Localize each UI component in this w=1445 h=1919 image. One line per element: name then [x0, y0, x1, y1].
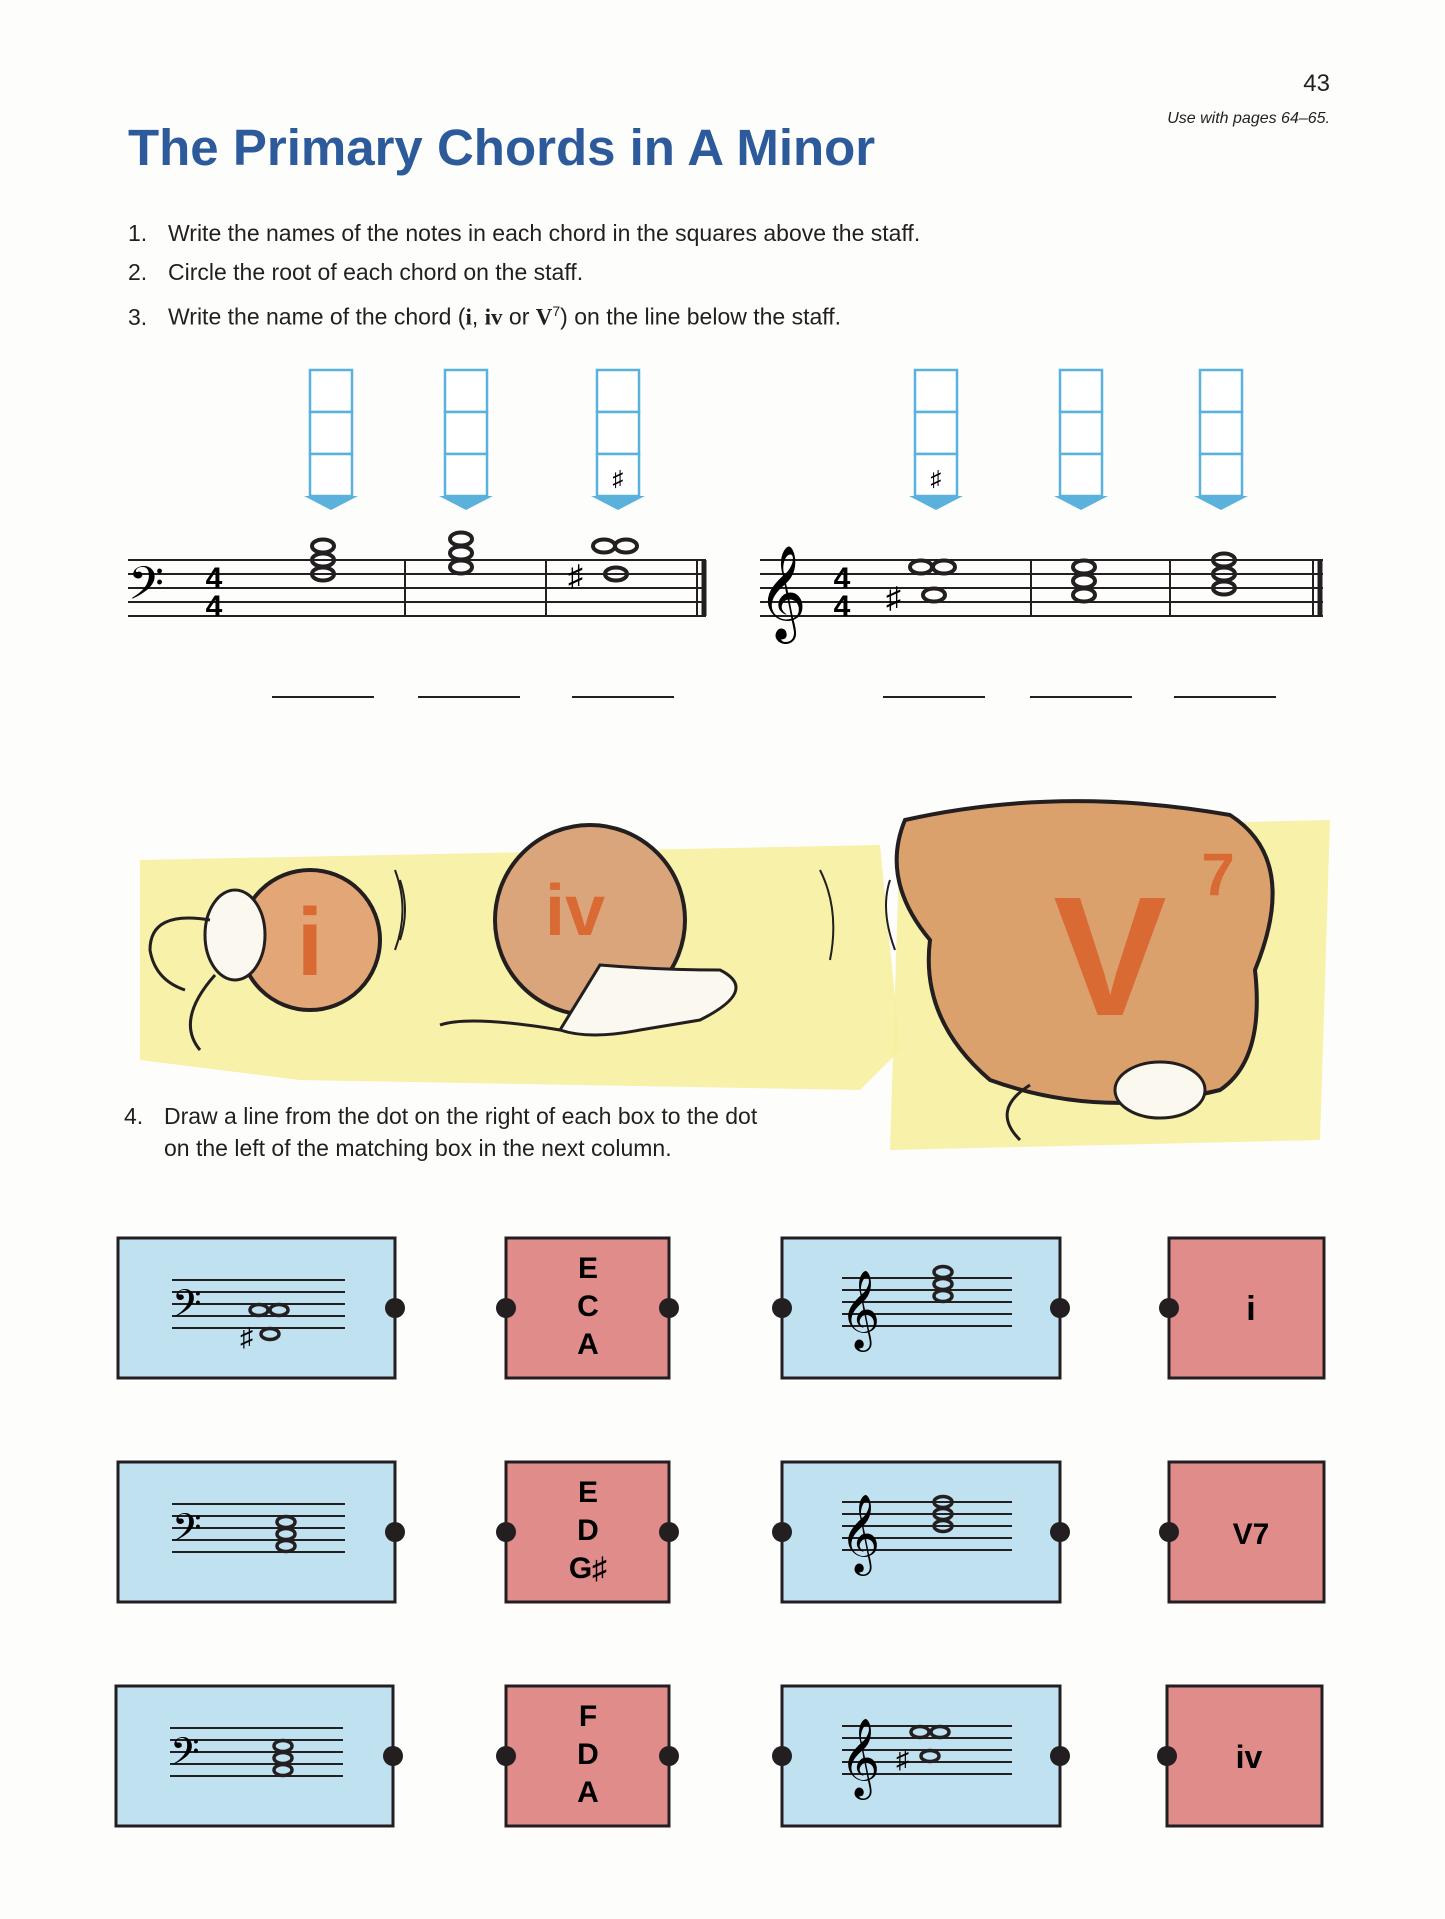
- mouse-icon: [205, 890, 265, 980]
- sharp-sign: ♯: [240, 1322, 253, 1352]
- chord-name-answer-line[interactable]: [1174, 696, 1276, 698]
- instruction-text: Circle the root of each chord on the staff.: [168, 259, 584, 285]
- match-dot[interactable]: [772, 1746, 792, 1766]
- note-name-square[interactable]: [915, 370, 957, 412]
- match-dot[interactable]: [1159, 1298, 1179, 1318]
- instruction-text: on the left of the matching box in the next column.: [164, 1135, 672, 1161]
- note-name-square[interactable]: [1200, 370, 1242, 412]
- note-name-answer-box[interactable]: [591, 370, 645, 510]
- note-name-square[interactable]: [1200, 454, 1242, 496]
- note-name-answer-box[interactable]: [304, 370, 358, 510]
- bass-clef-icon: 𝄢: [170, 1730, 200, 1782]
- note-name-square[interactable]: [310, 412, 352, 454]
- treble-chord-box: [782, 1686, 1060, 1826]
- chord-name-box: [1169, 1462, 1324, 1602]
- chord-v7-label: V: [535, 304, 553, 330]
- sharp-sign: ♯: [612, 466, 624, 491]
- note-name-square[interactable]: [445, 370, 487, 412]
- match-dot[interactable]: [496, 1298, 516, 1318]
- instruction-number: 2.: [128, 259, 148, 285]
- bass-clef-icon: 𝄢: [128, 557, 165, 620]
- chord-name: V7: [1232, 1518, 1270, 1551]
- sharp-sign: ♯: [896, 1744, 909, 1774]
- note-name-answer-box[interactable]: [909, 370, 963, 510]
- instruction-text: Write the name of the chord (: [168, 303, 466, 330]
- chord-name-box: [1167, 1686, 1322, 1826]
- note-letter: D: [577, 1514, 599, 1547]
- match-dot[interactable]: [385, 1522, 405, 1542]
- page-number: 43: [1303, 70, 1330, 97]
- treble-chord-box: [782, 1238, 1060, 1378]
- treble-chord-2: [1073, 561, 1095, 602]
- note-name-answer-box[interactable]: [439, 370, 493, 510]
- note-letter: A: [577, 1328, 599, 1361]
- treble-clef-icon: 𝄞: [758, 547, 807, 638]
- note-letter: E: [577, 1252, 599, 1285]
- note-name-square[interactable]: [1060, 370, 1102, 412]
- note-name-square[interactable]: [915, 412, 957, 454]
- note-name-square[interactable]: [310, 454, 352, 496]
- note-name-square[interactable]: [1200, 412, 1242, 454]
- note-name-answer-box[interactable]: [1194, 370, 1248, 510]
- note-name-square[interactable]: [445, 454, 487, 496]
- bass-clef-icon: 𝄢: [172, 1506, 202, 1558]
- instruction-4: [124, 1100, 757, 1164]
- sack-label-superscript: 7: [1201, 841, 1235, 908]
- note-name-boxes: [0, 0, 1445, 520]
- sack-label-v: V: [1053, 862, 1167, 1052]
- match-dot[interactable]: [1159, 1522, 1179, 1542]
- match-dot[interactable]: [659, 1746, 679, 1766]
- bass-chord-box: [118, 1238, 395, 1378]
- staff-area: [0, 520, 1445, 670]
- treble-chord-box: [782, 1462, 1060, 1602]
- instruction-number: 3.: [128, 303, 148, 330]
- chord-i-label: i: [465, 304, 472, 330]
- instruction-text: or: [502, 303, 536, 330]
- note-name-square[interactable]: [310, 370, 352, 412]
- pointer-arrow-icon: [304, 496, 358, 510]
- note-letters-box: [506, 1238, 669, 1378]
- treble-clef-icon: 𝄞: [840, 1719, 881, 1795]
- chord-name-answer-line[interactable]: [1030, 696, 1132, 698]
- matching-exercise: [0, 1220, 1445, 1860]
- sharp-sign: ♯: [886, 582, 901, 615]
- ball-label-i: i: [296, 889, 324, 996]
- match-dot[interactable]: [1050, 1298, 1070, 1318]
- treble-clef-icon: 𝄞: [840, 1271, 881, 1347]
- chord-name-answer-line[interactable]: [572, 696, 674, 698]
- pointer-arrow-icon: [591, 496, 645, 510]
- instruction-text: ) on the line below the staff.: [560, 303, 842, 330]
- match-dot[interactable]: [385, 1298, 405, 1318]
- bass-chord-2: [450, 533, 472, 574]
- note-letter: G♯: [568, 1552, 608, 1585]
- note-name-square[interactable]: [1060, 412, 1102, 454]
- instruction-text: ,: [471, 303, 485, 330]
- match-dot[interactable]: [496, 1746, 516, 1766]
- time-signature-bottom: 4: [205, 590, 223, 623]
- note-letters-box: [506, 1686, 669, 1826]
- note-name-square[interactable]: [597, 370, 639, 412]
- match-dot[interactable]: [1050, 1522, 1070, 1542]
- note-name-square[interactable]: [1060, 454, 1102, 496]
- match-dot[interactable]: [659, 1522, 679, 1542]
- chord-v7-superscript: 7: [552, 303, 561, 319]
- note-name-answer-box[interactable]: [1054, 370, 1108, 510]
- match-dot[interactable]: [659, 1298, 679, 1318]
- bass-clef-icon: 𝄢: [172, 1282, 202, 1334]
- sharp-sign: ♯: [930, 466, 942, 491]
- note-letter: D: [577, 1738, 599, 1771]
- instruction-text: Draw a line from the dot on the right of each box to the dot: [164, 1103, 758, 1129]
- bass-chord-box: [116, 1686, 393, 1826]
- note-name-square[interactable]: [445, 412, 487, 454]
- ball-label-iv: iv: [544, 871, 606, 951]
- chord-name: iv: [1235, 1739, 1263, 1775]
- pointer-arrow-icon: [439, 496, 493, 510]
- time-signature-bottom: 4: [833, 590, 851, 623]
- page-reference: Use with pages 64–65.: [1167, 110, 1330, 127]
- chord-name-answer-line[interactable]: [272, 696, 374, 698]
- match-dot[interactable]: [1050, 1746, 1070, 1766]
- instruction-number: 4.: [124, 1103, 144, 1129]
- treble-clef-icon: 𝄞: [840, 1495, 881, 1571]
- chord-name-box: [1169, 1238, 1324, 1378]
- time-signature-top: 4: [833, 562, 851, 595]
- match-dot[interactable]: [1157, 1746, 1177, 1766]
- mouse-icon: [1115, 1062, 1205, 1118]
- match-dot[interactable]: [772, 1522, 792, 1542]
- time-signature-top: 4: [205, 562, 223, 595]
- sharp-sign: ♯: [568, 560, 583, 593]
- chord-name-answer-line[interactable]: [883, 696, 985, 698]
- match-dot[interactable]: [772, 1298, 792, 1318]
- note-letter: A: [577, 1776, 599, 1809]
- treble-chord-1: [910, 561, 955, 602]
- pointer-arrow-icon: [1194, 496, 1248, 510]
- bass-chord-box: [118, 1462, 395, 1602]
- note-letters-box: [506, 1462, 669, 1602]
- page-title: The Primary Chords in A Minor: [128, 119, 876, 176]
- instruction-text: Write the names of the notes in each chord in the squares above the staff.: [168, 220, 921, 246]
- instruction-number: 1.: [128, 220, 148, 246]
- pointer-arrow-icon: [1054, 496, 1108, 510]
- chord-name: i: [1246, 1290, 1256, 1328]
- chord-iv-label: iv: [484, 304, 503, 330]
- note-letter: E: [577, 1476, 599, 1509]
- note-letter: C: [577, 1290, 599, 1323]
- match-dot[interactable]: [496, 1522, 516, 1542]
- note-letter: F: [578, 1700, 598, 1733]
- note-name-square[interactable]: [597, 412, 639, 454]
- match-dot[interactable]: [383, 1746, 403, 1766]
- pointer-arrow-icon: [909, 496, 963, 510]
- chord-name-answer-line[interactable]: [418, 696, 520, 698]
